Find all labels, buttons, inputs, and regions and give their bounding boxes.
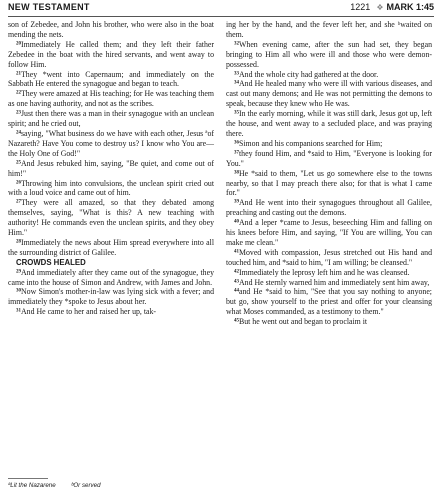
verse-paragraph — [8, 70, 214, 90]
verse-paragraph — [226, 70, 432, 80]
section-heading: CROWDS HEALED — [16, 257, 86, 267]
verse-paragraph — [8, 109, 214, 129]
verse-paragraph — [226, 169, 432, 199]
verse-number: 21 — [16, 70, 21, 76]
verse-text: But he went out and began to proclaim it — [239, 317, 368, 327]
verse-number: 42 — [234, 269, 239, 275]
verse-paragraph — [226, 218, 432, 248]
testament-title: NEW TESTAMENT — [8, 2, 90, 12]
verse-number: 30 — [16, 288, 21, 294]
verse-paragraph — [226, 109, 432, 139]
verse-paragraph — [8, 287, 214, 307]
verse-paragraph — [8, 179, 214, 199]
verse-paragraph — [226, 198, 432, 218]
verse-paragraph — [226, 278, 432, 288]
verse-paragraph — [226, 268, 432, 278]
verse-text: son of Zebedee, and John his brother, who were also in the boat mending the nets. — [8, 20, 214, 39]
verse-number: 28 — [16, 239, 21, 245]
verse-text: And He went into their synagogues throughout all Galilee, preaching and casting out the demons. — [226, 198, 432, 218]
verse-number: 41 — [234, 249, 239, 255]
verse-text: They were all amazed, so that they debated among themselves, saying, "What is this? A new teaching with authority! He commands even the unclean spirits, and they obey Him." — [8, 198, 214, 238]
verse-text: ing her by the hand, and the fever left her, and she ᵇwaited on them. — [226, 20, 432, 39]
footnotes — [8, 482, 115, 489]
verse-number: 35 — [234, 110, 239, 116]
verse-paragraph — [8, 89, 214, 109]
footnote-a: ªLit the Nazarene — [8, 482, 56, 489]
verse-text: And the whole city had gathered at the door. — [239, 69, 379, 79]
ornament-icon: ❖ — [376, 3, 384, 12]
verse-paragraph — [226, 79, 432, 109]
page-header — [8, 2, 434, 17]
verse-text: In the early morning, while it was still dark, Jesus got up, left the house, and went away to a secluded place, and was praying there. — [226, 109, 432, 138]
verse-number: 36 — [234, 140, 239, 146]
verse-number: 33 — [234, 70, 239, 76]
verse-number: 34 — [234, 80, 239, 86]
verse-text: And He came to her and raised her up, tak- — [21, 307, 157, 317]
verse-paragraph — [226, 139, 432, 149]
verse-paragraph — [226, 287, 432, 317]
verse-text: And Jesus rebuked him, saying, "Be quiet, and come out of him!" — [8, 158, 214, 178]
verse-paragraph — [8, 198, 214, 238]
verse-number: 24 — [16, 130, 21, 136]
footnote-divider — [8, 478, 48, 479]
verse-text: Moved with compassion, Jesus stretched out His hand and touched him, and *said to him, "I am willing; be cleansed." — [226, 247, 432, 267]
verse-number: 38 — [234, 170, 239, 175]
verse-text: Now Simon's mother-in-law was lying sick with a fever; and immediately they *spoke to Jesus about her. — [8, 287, 214, 307]
verse-text: When evening came, after the sun had set, they began bringing to Him all who were ill and those who were demon-possessed. — [226, 39, 432, 69]
verse-number: 26 — [16, 179, 21, 185]
verse-paragraph — [226, 317, 432, 327]
verse-number: 22 — [16, 90, 21, 96]
verse-number: 27 — [16, 199, 21, 205]
verse-paragraph — [8, 238, 214, 258]
verse-paragraph — [8, 159, 214, 179]
left-column — [8, 20, 214, 317]
verse-text: saying, "What business do we have with each other, Jesus ªof Nazareth? Have You come to destroy us? I know who You are—the Holy One of God!" — [8, 128, 214, 158]
verse-number: 31 — [16, 308, 21, 314]
verse-number: 43 — [234, 278, 239, 284]
verse-number: 44 — [234, 288, 239, 294]
verse-text: And He healed many who were ill with various diseases, and cast out many demons; and He was not permitting the demons to speak, because they knew who He was. — [226, 79, 432, 109]
verse-number: 32 — [234, 41, 239, 47]
verse-text: Just then there was a man in their synagogue with an unclean spirit; and he cried out, — [8, 109, 214, 129]
verse-number: 45 — [234, 318, 239, 324]
verse-paragraph — [8, 307, 214, 317]
running-head — [350, 2, 434, 12]
verse-text: they found Him, and *said to Him, "Everyone is looking for You." — [226, 148, 432, 168]
verse-number: 40 — [234, 219, 239, 225]
verse-text: And a leper *came to Jesus, beseeching Him and falling on his knees before Him, and saying, "If You are willing, You can make me clean." — [226, 218, 432, 247]
footnote-b: ᵇOr served — [71, 482, 101, 489]
verse-paragraph — [8, 40, 214, 70]
verse-paragraph — [226, 149, 432, 169]
verse-number: 20 — [16, 41, 21, 47]
verse-number: 29 — [16, 269, 21, 275]
verse-text: They *went into Capernaum; and immediately on the Sabbath He entered the synagogue and began to teach. — [8, 69, 214, 89]
verse-text: And immediately after they came out of the synagogue, they came into the house of Simon and Andrew, with James and John. — [8, 267, 214, 287]
verse-paragraph — [8, 129, 214, 159]
verse-text: He *said to them, "Let us go somewhere else to the towns nearby, so that I may preach there also; for that is what I came for." — [226, 168, 432, 198]
verse-text: They were amazed at His teaching; for He was teaching them as one having authority, and not as the scribes. — [8, 89, 214, 109]
verse-paragraph — [8, 268, 214, 288]
verse-number: 37 — [234, 150, 239, 156]
verse-text: Immediately He called them; and they left their father Zebedee in the boat with the hired servants, and went away to follow Him. — [8, 39, 214, 69]
verse-number: 39 — [234, 199, 239, 205]
chapter-verse-reference: MARK 1:45 — [386, 2, 434, 12]
verse-number: 25 — [16, 160, 21, 166]
right-column — [226, 20, 432, 327]
page-number: 1221 — [350, 2, 371, 12]
verse-text: Simon and his companions searched for Him; — [239, 138, 383, 148]
verse-text: Immediately the news about Him spread everywhere into all the surrounding district of Galilee. — [8, 237, 214, 257]
verse-text: and He *said to him, "See that you say nothing to anyone; but go, show yourself to the priest and offer for your cleansing what Moses commanded, as a testimony to them." — [226, 287, 432, 317]
verse-paragraph — [226, 40, 432, 70]
verse-text: Throwing him into convulsions, the unclean spirit cried out with a loud voice and came out of him. — [8, 178, 214, 198]
verse-number: 23 — [16, 110, 21, 116]
verse-text: And He sternly warned him and immediately sent him away, — [239, 277, 430, 287]
verse-paragraph — [226, 248, 432, 268]
verse-text: Immediately the leprosy left him and he was cleansed. — [239, 267, 410, 277]
